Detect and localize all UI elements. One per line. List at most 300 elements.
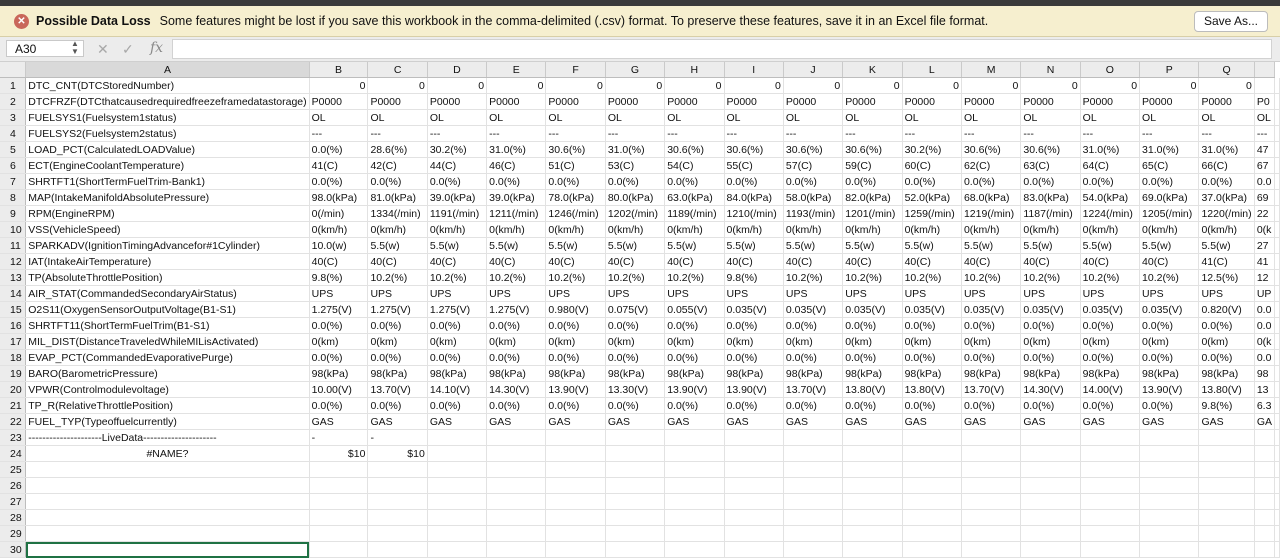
cell[interactable]: 10.2(%) (1021, 270, 1080, 286)
cell[interactable] (665, 494, 724, 510)
cell[interactable]: UPS (605, 286, 664, 302)
cell[interactable]: 0(km) (1199, 334, 1254, 350)
cell[interactable] (1275, 414, 1280, 430)
cell[interactable]: 98 (1254, 366, 1274, 382)
cell[interactable]: 67 (1254, 158, 1274, 174)
cell[interactable]: 0(km/h) (902, 222, 961, 238)
cell[interactable]: 0.0(%) (843, 174, 902, 190)
cell[interactable]: 47 (1254, 142, 1274, 158)
cell[interactable]: 30.2(%) (427, 142, 486, 158)
cell[interactable]: 98(kPa) (783, 366, 842, 382)
cell[interactable]: 66(C) (1199, 158, 1254, 174)
cell[interactable]: P0000 (546, 94, 605, 110)
cell[interactable]: 10.2(%) (665, 270, 724, 286)
cell[interactable]: 0.0(%) (1021, 398, 1080, 414)
cell[interactable]: 0(km) (1080, 334, 1139, 350)
cell[interactable]: 0.0 (1254, 350, 1274, 366)
cell[interactable]: 0.0(%) (961, 318, 1020, 334)
cell[interactable]: 1201(/min) (843, 206, 902, 222)
cell-label[interactable]: VPWR(Controlmodulevoltage) (26, 382, 309, 398)
row-header[interactable]: 22 (0, 414, 26, 430)
cell[interactable]: OL (724, 110, 783, 126)
cell[interactable]: --- (487, 126, 546, 142)
cell[interactable]: 5.5(w) (546, 238, 605, 254)
cell[interactable]: 30.6(%) (546, 142, 605, 158)
cell[interactable] (1021, 542, 1080, 558)
cell[interactable]: 0.0(%) (961, 350, 1020, 366)
cell-label[interactable]: MAP(IntakeManifoldAbsolutePressure) (26, 190, 309, 206)
cell[interactable]: 51(C) (546, 158, 605, 174)
cell[interactable] (1140, 542, 1199, 558)
cell[interactable]: 5.5(w) (368, 238, 427, 254)
cell[interactable]: 0(km) (902, 334, 961, 350)
cell[interactable] (724, 494, 783, 510)
row-header[interactable]: 11 (0, 238, 26, 254)
cell[interactable] (1275, 334, 1280, 350)
cell[interactable] (546, 542, 605, 558)
row-header[interactable]: 15 (0, 302, 26, 318)
cell[interactable]: 0.035(V) (902, 302, 961, 318)
cell[interactable]: 0.0(%) (665, 174, 724, 190)
cell[interactable]: GAS (1021, 414, 1080, 430)
cell[interactable]: 37.0(kPa) (1199, 190, 1254, 206)
cell[interactable] (1275, 430, 1280, 446)
cell[interactable] (1275, 526, 1280, 542)
cell[interactable]: 98(kPa) (1080, 366, 1139, 382)
cell[interactable] (902, 462, 961, 478)
cell[interactable] (1199, 542, 1254, 558)
cell[interactable]: 5.5(w) (665, 238, 724, 254)
cell[interactable]: - (309, 430, 368, 446)
cell[interactable]: 0.035(V) (1021, 302, 1080, 318)
cell[interactable]: 0.0(%) (368, 350, 427, 366)
cell[interactable] (427, 446, 486, 462)
cell[interactable]: 30.6(%) (724, 142, 783, 158)
column-header[interactable]: F (546, 62, 605, 78)
row-header[interactable]: 8 (0, 190, 26, 206)
cell[interactable] (1275, 542, 1280, 558)
cell[interactable] (1140, 462, 1199, 478)
cell[interactable]: 31.0(%) (1080, 142, 1139, 158)
cell[interactable]: 1334(/min) (368, 206, 427, 222)
cell[interactable] (1254, 526, 1274, 542)
cell[interactable]: GAS (368, 414, 427, 430)
cell-label[interactable]: SHRTFT11(ShortTermFuelTrim(B1-S1) (26, 318, 309, 334)
cell[interactable] (902, 430, 961, 446)
cell[interactable]: 98(kPa) (368, 366, 427, 382)
cell[interactable] (546, 478, 605, 494)
cell[interactable] (783, 462, 842, 478)
cell[interactable]: 39.0(kPa) (427, 190, 486, 206)
cell[interactable]: 0(km) (1021, 334, 1080, 350)
cell[interactable]: 1220(/min) (1199, 206, 1254, 222)
cell[interactable] (1275, 94, 1280, 110)
cell[interactable]: P0000 (605, 94, 664, 110)
cell[interactable]: 0 (427, 78, 486, 94)
cell[interactable]: 30.2(%) (902, 142, 961, 158)
cell[interactable] (961, 542, 1020, 558)
cell[interactable]: GAS (427, 414, 486, 430)
cell[interactable]: 1191(/min) (427, 206, 486, 222)
cell-label[interactable]: FUELSYS1(Fuelsystem1status) (26, 110, 309, 126)
cell[interactable]: 10.2(%) (546, 270, 605, 286)
cell[interactable]: 59(C) (843, 158, 902, 174)
cell-label[interactable]: O2S11(OxygenSensorOutputVoltage(B1-S1) (26, 302, 309, 318)
cell[interactable]: GA (1254, 414, 1274, 430)
cell[interactable]: 0.0 (1254, 174, 1274, 190)
cell[interactable]: 0.0(%) (783, 318, 842, 334)
cell[interactable]: 98(kPa) (843, 366, 902, 382)
cell[interactable]: 54.0(kPa) (1080, 190, 1139, 206)
cell[interactable] (1021, 494, 1080, 510)
cell[interactable] (902, 478, 961, 494)
cell[interactable] (665, 542, 724, 558)
column-header[interactable]: K (843, 62, 902, 78)
cell[interactable]: 1202(/min) (605, 206, 664, 222)
cell[interactable]: 55(C) (724, 158, 783, 174)
row-header[interactable]: 17 (0, 334, 26, 350)
cell[interactable]: 0.0(%) (1199, 318, 1254, 334)
row-header[interactable]: 3 (0, 110, 26, 126)
row-header[interactable]: 24 (0, 446, 26, 462)
cell[interactable]: 0 (902, 78, 961, 94)
cell[interactable]: $10 (368, 446, 427, 462)
cell[interactable] (1140, 526, 1199, 542)
cell[interactable]: 13.70(V) (368, 382, 427, 398)
cell[interactable]: 1211(/min) (487, 206, 546, 222)
cell[interactable]: 0.035(V) (724, 302, 783, 318)
cell[interactable]: 98(kPa) (665, 366, 724, 382)
cell[interactable]: 0.0(%) (1140, 318, 1199, 334)
cell[interactable] (1140, 494, 1199, 510)
cell[interactable]: 0.0(%) (1080, 398, 1139, 414)
cell[interactable]: 0 (843, 78, 902, 94)
cell[interactable]: OL (902, 110, 961, 126)
cell[interactable]: 40(C) (427, 254, 486, 270)
cell[interactable]: 40(C) (546, 254, 605, 270)
cell[interactable] (1275, 462, 1280, 478)
cell[interactable]: 0(km) (605, 334, 664, 350)
cell-label[interactable]: DTCFRZF(DTCthatcausedrequiredfreezeframedatastorage) (26, 94, 309, 110)
row-header[interactable]: 26 (0, 478, 26, 494)
cell[interactable]: 12 (1254, 270, 1274, 286)
cell[interactable]: 0.0(%) (546, 350, 605, 366)
cell[interactable]: 98.0(kPa) (309, 190, 368, 206)
cell[interactable]: 39.0(kPa) (487, 190, 546, 206)
cell[interactable]: 40(C) (1140, 254, 1199, 270)
cell[interactable]: 13.90(V) (546, 382, 605, 398)
cell[interactable]: 0(k (1254, 222, 1274, 238)
cell[interactable] (1021, 430, 1080, 446)
column-header[interactable]: P (1140, 62, 1199, 78)
cell[interactable]: 5.5(w) (427, 238, 486, 254)
cell[interactable]: 0.075(V) (605, 302, 664, 318)
cell[interactable]: P0000 (724, 94, 783, 110)
cell[interactable]: 14.30(V) (1021, 382, 1080, 398)
cell[interactable] (1275, 254, 1280, 270)
cell[interactable] (1080, 430, 1139, 446)
cell[interactable]: 13.90(V) (1140, 382, 1199, 398)
cell[interactable]: 14.00(V) (1080, 382, 1139, 398)
cell[interactable] (1199, 526, 1254, 542)
cell[interactable]: 0(km/h) (1080, 222, 1139, 238)
cell-label[interactable] (26, 462, 309, 478)
cell[interactable]: 0(km/h) (783, 222, 842, 238)
cell[interactable]: UPS (487, 286, 546, 302)
cell[interactable] (487, 430, 546, 446)
cell[interactable]: P0000 (961, 94, 1020, 110)
cell[interactable]: 0(km) (368, 334, 427, 350)
cell[interactable]: 0.0(%) (1021, 174, 1080, 190)
cell[interactable] (1275, 318, 1280, 334)
cell[interactable] (1080, 542, 1139, 558)
cell[interactable]: 0.0 (1254, 318, 1274, 334)
cell[interactable]: OL (368, 110, 427, 126)
cell[interactable]: 65(C) (1140, 158, 1199, 174)
cell[interactable]: 63.0(kPa) (665, 190, 724, 206)
cell[interactable]: 0.0(%) (427, 174, 486, 190)
cell-label[interactable]: FUELSYS2(Fuelsystem2status) (26, 126, 309, 142)
cell[interactable]: - (368, 430, 427, 446)
cell[interactable]: 1224(/min) (1080, 206, 1139, 222)
cell[interactable]: 44(C) (427, 158, 486, 174)
column-header[interactable]: D (427, 62, 486, 78)
cell[interactable]: 40(C) (843, 254, 902, 270)
cell[interactable] (724, 526, 783, 542)
cell[interactable] (1254, 494, 1274, 510)
cell[interactable]: 98(kPa) (724, 366, 783, 382)
column-header[interactable]: B (309, 62, 368, 78)
cell-label[interactable]: IAT(IntakeAirTemperature) (26, 254, 309, 270)
cell[interactable]: 10.2(%) (605, 270, 664, 286)
cell[interactable]: OL (427, 110, 486, 126)
cell[interactable]: --- (309, 126, 368, 142)
name-box[interactable]: A30 (6, 40, 84, 57)
cell[interactable]: 40(C) (783, 254, 842, 270)
cell[interactable] (1275, 78, 1280, 94)
cell[interactable] (783, 478, 842, 494)
fx-icon[interactable]: fx (150, 40, 164, 56)
cell[interactable]: GAS (1140, 414, 1199, 430)
cell[interactable]: 30.6(%) (843, 142, 902, 158)
cell[interactable] (1199, 494, 1254, 510)
cell[interactable]: OL (783, 110, 842, 126)
cell[interactable]: 60(C) (902, 158, 961, 174)
cell[interactable]: 0.0(%) (309, 142, 368, 158)
cell[interactable]: 10.2(%) (1140, 270, 1199, 286)
cell[interactable] (605, 526, 664, 542)
cell[interactable]: --- (1254, 126, 1274, 142)
cell-label[interactable] (26, 542, 309, 558)
cell-label[interactable]: TP(AbsoluteThrottlePosition) (26, 270, 309, 286)
row-header[interactable]: 9 (0, 206, 26, 222)
cell[interactable] (1275, 494, 1280, 510)
cell[interactable]: 0(km/h) (665, 222, 724, 238)
cell[interactable] (1199, 462, 1254, 478)
cell[interactable]: 40(C) (665, 254, 724, 270)
cell[interactable] (961, 526, 1020, 542)
cell[interactable]: 10.2(%) (783, 270, 842, 286)
cell[interactable]: OL (1021, 110, 1080, 126)
cell[interactable]: 0.0(%) (783, 174, 842, 190)
cell-label[interactable]: MIL_DIST(DistanceTraveledWhileMILisActivated) (26, 334, 309, 350)
cell[interactable]: 28.6(%) (368, 142, 427, 158)
cell[interactable]: 5.5(w) (783, 238, 842, 254)
cell[interactable]: GAS (724, 414, 783, 430)
cell[interactable]: 5.5(w) (1140, 238, 1199, 254)
column-header[interactable]: Q (1199, 62, 1254, 78)
cell[interactable]: UPS (843, 286, 902, 302)
cell[interactable] (783, 542, 842, 558)
cell[interactable]: 0.0(%) (1199, 350, 1254, 366)
cell[interactable]: 69.0(kPa) (1140, 190, 1199, 206)
cell-label[interactable]: EVAP_PCT(CommandedEvaporativePurge) (26, 350, 309, 366)
cell[interactable] (605, 446, 664, 462)
cell[interactable]: 53(C) (605, 158, 664, 174)
cell[interactable]: 0(/min) (309, 206, 368, 222)
cell[interactable]: 98(kPa) (1021, 366, 1080, 382)
cell[interactable]: 0.0(%) (1080, 174, 1139, 190)
cell[interactable] (1021, 462, 1080, 478)
cell[interactable]: 13.90(V) (665, 382, 724, 398)
cell[interactable]: 0.0(%) (843, 318, 902, 334)
cell[interactable] (1275, 206, 1280, 222)
cell[interactable] (427, 494, 486, 510)
cell[interactable]: 0.0(%) (902, 350, 961, 366)
cell[interactable]: 0(km/h) (961, 222, 1020, 238)
row-header[interactable]: 10 (0, 222, 26, 238)
cell-label[interactable]: DTC_CNT(DTCStoredNumber) (26, 78, 309, 94)
cell[interactable]: 0(km/h) (1140, 222, 1199, 238)
cell[interactable]: UPS (902, 286, 961, 302)
cell[interactable]: 1.275(V) (427, 302, 486, 318)
cell[interactable] (665, 526, 724, 542)
cell[interactable]: 40(C) (368, 254, 427, 270)
cell[interactable]: 41(C) (1199, 254, 1254, 270)
row-header[interactable]: 18 (0, 350, 26, 366)
cell[interactable]: P0000 (1199, 94, 1254, 110)
cell[interactable]: 13.90(V) (724, 382, 783, 398)
cell[interactable]: OL (1140, 110, 1199, 126)
cell[interactable]: 31.0(%) (1140, 142, 1199, 158)
cell[interactable]: --- (724, 126, 783, 142)
cell[interactable]: 42(C) (368, 158, 427, 174)
cell[interactable]: 0.0(%) (902, 398, 961, 414)
cell[interactable] (1275, 350, 1280, 366)
cell[interactable]: 10.2(%) (427, 270, 486, 286)
cell[interactable] (783, 430, 842, 446)
cell[interactable]: UPS (1021, 286, 1080, 302)
cell[interactable]: UPS (724, 286, 783, 302)
cell[interactable]: 80.0(kPa) (605, 190, 664, 206)
cell[interactable] (427, 430, 486, 446)
cell[interactable]: 64(C) (1080, 158, 1139, 174)
cell[interactable]: 22 (1254, 206, 1274, 222)
cell[interactable]: 14.10(V) (427, 382, 486, 398)
cell[interactable] (961, 478, 1020, 494)
cell[interactable]: P0000 (1021, 94, 1080, 110)
cell[interactable]: 0.0(%) (961, 174, 1020, 190)
cell[interactable] (724, 478, 783, 494)
cell[interactable]: 0.0(%) (427, 318, 486, 334)
column-header[interactable]: A (26, 62, 309, 78)
cell[interactable]: --- (1199, 126, 1254, 142)
cell[interactable] (368, 526, 427, 542)
cell[interactable]: 0(km/h) (427, 222, 486, 238)
cell[interactable]: 83.0(kPa) (1021, 190, 1080, 206)
cell[interactable]: 0.0(%) (427, 350, 486, 366)
cell[interactable]: 9.8(%) (1199, 398, 1254, 414)
cell[interactable] (724, 462, 783, 478)
cell[interactable] (843, 526, 902, 542)
cell[interactable]: 40(C) (902, 254, 961, 270)
cell[interactable]: 1246(/min) (546, 206, 605, 222)
cell[interactable] (1275, 142, 1280, 158)
cell[interactable]: 0(km/h) (368, 222, 427, 238)
cell[interactable]: 0.0(%) (487, 350, 546, 366)
cell[interactable] (605, 430, 664, 446)
cell[interactable]: P0000 (783, 94, 842, 110)
cell[interactable]: 13.70(V) (961, 382, 1020, 398)
column-header[interactable] (1254, 62, 1274, 78)
cell[interactable]: --- (1080, 126, 1139, 142)
cell[interactable]: 0.0(%) (605, 350, 664, 366)
cell[interactable] (1275, 286, 1280, 302)
cell[interactable]: $10 (309, 446, 368, 462)
cell[interactable]: OL (1080, 110, 1139, 126)
row-header[interactable]: 14 (0, 286, 26, 302)
cell[interactable]: 13.70(V) (783, 382, 842, 398)
row-header[interactable]: 19 (0, 366, 26, 382)
cell[interactable]: 30.6(%) (665, 142, 724, 158)
row-header[interactable]: 13 (0, 270, 26, 286)
cell-label[interactable] (26, 526, 309, 542)
cell[interactable] (1275, 238, 1280, 254)
cell[interactable]: 13.30(V) (605, 382, 664, 398)
cell[interactable]: 0.0(%) (843, 398, 902, 414)
cell[interactable]: 0 (724, 78, 783, 94)
cell-label[interactable]: #NAME? (26, 446, 309, 462)
cell[interactable] (1254, 78, 1274, 94)
cell[interactable]: 0.0(%) (487, 318, 546, 334)
cell[interactable]: 0.0(%) (1021, 350, 1080, 366)
cell[interactable] (961, 430, 1020, 446)
cell[interactable]: 0.0(%) (605, 174, 664, 190)
cell[interactable]: 98(kPa) (605, 366, 664, 382)
row-header[interactable]: 29 (0, 526, 26, 542)
cell[interactable]: UPS (783, 286, 842, 302)
cell[interactable] (546, 526, 605, 542)
cell[interactable] (487, 494, 546, 510)
cell[interactable]: 68.0(kPa) (961, 190, 1020, 206)
cell[interactable] (843, 430, 902, 446)
cell[interactable]: 31.0(%) (605, 142, 664, 158)
cell[interactable]: 52.0(kPa) (902, 190, 961, 206)
cell[interactable]: P0000 (309, 94, 368, 110)
cell[interactable]: 0.035(V) (783, 302, 842, 318)
cell[interactable]: P0000 (1080, 94, 1139, 110)
cell[interactable]: 5.5(w) (1199, 238, 1254, 254)
cell[interactable]: 5.5(w) (902, 238, 961, 254)
cell[interactable]: 10.2(%) (487, 270, 546, 286)
cell[interactable]: 41(C) (309, 158, 368, 174)
cell[interactable] (546, 430, 605, 446)
cell[interactable]: 0.0(%) (724, 318, 783, 334)
row-header[interactable]: 21 (0, 398, 26, 414)
cell[interactable]: --- (843, 126, 902, 142)
cell[interactable] (1275, 174, 1280, 190)
cell[interactable] (843, 462, 902, 478)
